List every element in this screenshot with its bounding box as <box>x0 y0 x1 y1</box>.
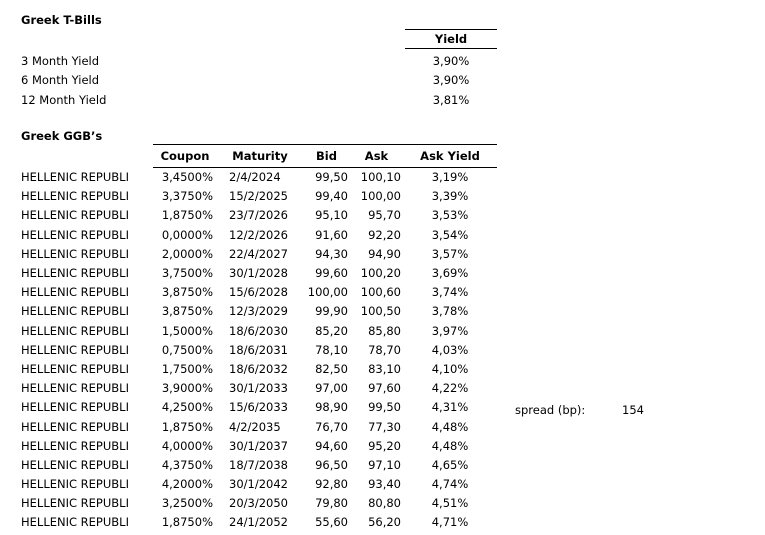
tbills-rows <box>21 52 497 110</box>
tbill-label: 3 Month Yield <box>21 54 100 68</box>
ask-yield-cell: 4,22% <box>431 381 469 396</box>
tbill-yield-value: 3,90% <box>432 73 470 88</box>
tbill-row <box>21 91 497 110</box>
bid-cell: 95,10 <box>315 208 348 223</box>
coupon-cell: 3,2500% <box>161 496 213 511</box>
ask-cell: 78,70 <box>368 342 401 357</box>
bid-cell: 94,30 <box>315 246 348 261</box>
bid-cell: 100,00 <box>307 285 348 300</box>
ask-yield-cell: 3,19% <box>431 170 469 185</box>
bid-cell: 99,50 <box>315 170 348 185</box>
coupon-cell: 3,3750% <box>161 189 213 204</box>
coupon-cell: 3,4500% <box>161 170 213 185</box>
maturity-cell: 15/6/2033 <box>229 400 288 415</box>
col-header-ask-yield: Ask Yield <box>403 145 497 168</box>
bond-name-cell: HELLENIC REPUBLI <box>21 381 129 396</box>
bond-name-cell: HELLENIC REPUBLI <box>21 342 129 357</box>
ask-yield-cell: 4,51% <box>431 496 469 511</box>
bid-cell: 82,50 <box>315 361 348 376</box>
ask-yield-cell: 3,97% <box>431 323 469 338</box>
maturity-cell: 12/2/2026 <box>229 227 288 242</box>
ggb-table-header-row <box>21 145 497 168</box>
coupon-cell: 1,8750% <box>161 419 213 434</box>
bond-name-cell: HELLENIC REPUBLI <box>21 361 129 376</box>
bid-cell: 91,60 <box>315 227 348 242</box>
ask-cell: 97,60 <box>368 381 401 396</box>
coupon-cell: 1,7500% <box>161 361 213 376</box>
coupon-cell: 4,2500% <box>161 400 213 415</box>
tbill-label: 12 Month Yield <box>21 92 107 107</box>
tbills-yield-column-header: Yield <box>405 29 497 49</box>
tbill-row <box>21 71 497 90</box>
ggb-table-row <box>21 475 497 494</box>
bid-cell: 99,40 <box>315 189 348 204</box>
ask-cell: 99,50 <box>368 400 401 415</box>
tbills-section-title: Greek T-Bills <box>21 13 102 27</box>
bond-name-cell: HELLENIC REPUBLI <box>21 400 129 415</box>
ask-cell: 83,10 <box>368 361 401 376</box>
tbill-row <box>21 52 497 71</box>
maturity-cell: 18/6/2030 <box>229 323 288 338</box>
bond-name-cell: HELLENIC REPUBLI <box>21 419 129 434</box>
bond-name-cell: HELLENIC REPUBLI <box>21 304 129 319</box>
maturity-cell: 15/6/2028 <box>229 285 288 300</box>
ask-cell: 85,80 <box>368 323 401 338</box>
ask-yield-cell: 3,69% <box>431 266 469 281</box>
ggb-table-row <box>21 436 497 455</box>
maturity-cell: 2/4/2024 <box>229 170 281 185</box>
ggb-table-row <box>21 513 497 532</box>
ggb-table-row <box>21 302 497 321</box>
maturity-cell: 15/2/2025 <box>229 189 288 204</box>
ask-yield-cell: 3,78% <box>431 304 469 319</box>
bid-cell: 76,70 <box>315 419 348 434</box>
coupon-cell: 2,0000% <box>161 246 213 261</box>
ask-yield-cell: 3,39% <box>431 189 469 204</box>
spread-annotation <box>515 401 685 420</box>
coupon-cell: 3,9000% <box>161 381 213 396</box>
ggb-table-row <box>21 455 497 474</box>
bid-cell: 55,60 <box>315 515 348 530</box>
bid-cell: 98,90 <box>315 400 348 415</box>
maturity-cell: 30/1/2028 <box>229 266 288 281</box>
ask-cell: 100,50 <box>360 304 401 319</box>
ask-yield-cell: 3,74% <box>431 285 469 300</box>
bond-name-cell: HELLENIC REPUBLI <box>21 208 129 223</box>
ggb-table-row <box>21 379 497 398</box>
ask-cell: 95,70 <box>368 208 401 223</box>
bond-name-cell: HELLENIC REPUBLI <box>21 189 129 204</box>
ask-yield-cell: 4,65% <box>431 457 469 472</box>
ask-cell: 92,20 <box>368 227 401 242</box>
bid-cell: 79,80 <box>315 496 348 511</box>
ask-cell: 94,90 <box>368 246 401 261</box>
ggb-table-row <box>21 359 497 378</box>
spread-label: spread (bp): <box>515 403 586 417</box>
ask-yield-cell: 4,48% <box>431 419 469 434</box>
bond-name-cell: HELLENIC REPUBLI <box>21 170 129 185</box>
maturity-cell: 22/4/2027 <box>229 246 288 261</box>
ask-yield-cell: 4,31% <box>431 400 469 415</box>
maturity-cell: 18/7/2038 <box>229 457 288 472</box>
ask-yield-cell: 4,10% <box>431 361 469 376</box>
ask-cell: 80,80 <box>368 496 401 511</box>
ggb-table-row <box>21 417 497 436</box>
bond-name-cell: HELLENIC REPUBLI <box>21 227 129 242</box>
ask-cell: 93,40 <box>368 477 401 492</box>
spread-value: 154 <box>622 403 644 417</box>
coupon-cell: 4,3750% <box>161 457 213 472</box>
ask-cell: 100,60 <box>360 285 401 300</box>
ggb-table-row <box>21 263 497 282</box>
maturity-cell: 20/3/2050 <box>229 496 288 511</box>
ask-yield-cell: 3,54% <box>431 227 469 242</box>
maturity-cell: 30/1/2037 <box>229 438 288 453</box>
ggb-table-row <box>21 168 497 187</box>
ggb-table-row <box>21 187 497 206</box>
tbill-yield-value: 3,81% <box>432 92 470 107</box>
ask-cell: 100,10 <box>360 170 401 185</box>
bond-name-cell: HELLENIC REPUBLI <box>21 246 129 261</box>
bid-cell: 99,90 <box>315 304 348 319</box>
ggb-table-row <box>21 225 497 244</box>
coupon-cell: 1,8750% <box>161 208 213 223</box>
bid-cell: 78,10 <box>315 342 348 357</box>
bond-name-cell: HELLENIC REPUBLI <box>21 285 129 300</box>
ggb-table-row <box>21 206 497 225</box>
col-header-maturity: Maturity <box>217 145 303 168</box>
maturity-cell: 18/6/2032 <box>229 361 288 376</box>
maturity-cell: 30/1/2033 <box>229 381 288 396</box>
bid-cell: 97,00 <box>315 381 348 396</box>
ask-yield-cell: 4,71% <box>431 515 469 530</box>
ask-yield-cell: 4,48% <box>431 438 469 453</box>
col-header-coupon: Coupon <box>153 145 217 168</box>
ask-cell: 95,20 <box>368 438 401 453</box>
tbill-label: 6 Month Yield <box>21 73 100 88</box>
maturity-cell: 23/7/2026 <box>229 208 288 223</box>
bond-name-cell: HELLENIC REPUBLI <box>21 496 129 511</box>
bond-name-cell: HELLENIC REPUBLI <box>21 515 129 530</box>
bond-name-cell: HELLENIC REPUBLI <box>21 457 129 472</box>
coupon-cell: 4,0000% <box>161 438 213 453</box>
coupon-cell: 0,7500% <box>161 342 213 357</box>
ggb-table-row <box>21 283 497 302</box>
ask-cell: 97,10 <box>368 457 401 472</box>
ggb-table-row <box>21 340 497 359</box>
bid-cell: 92,80 <box>315 477 348 492</box>
coupon-cell: 1,8750% <box>161 515 213 530</box>
bond-name-cell: HELLENIC REPUBLI <box>21 477 129 492</box>
col-header-name-empty <box>21 145 153 168</box>
coupon-cell: 3,7500% <box>161 266 213 281</box>
maturity-cell: 24/1/2052 <box>229 515 288 530</box>
ask-yield-cell: 4,74% <box>431 477 469 492</box>
bond-name-cell: HELLENIC REPUBLI <box>21 438 129 453</box>
maturity-cell: 30/1/2042 <box>229 477 288 492</box>
bid-cell: 94,60 <box>315 438 348 453</box>
tbill-yield-value: 3,90% <box>432 54 470 68</box>
maturity-cell: 18/6/2031 <box>229 342 288 357</box>
ask-cell: 100,20 <box>360 266 401 281</box>
bond-name-cell: HELLENIC REPUBLI <box>21 323 129 338</box>
coupon-cell: 4,2000% <box>161 477 213 492</box>
bid-cell: 85,20 <box>315 323 348 338</box>
maturity-cell: 12/3/2029 <box>229 304 288 319</box>
maturity-cell: 4/2/2035 <box>229 419 281 434</box>
ask-yield-cell: 4,03% <box>431 342 469 357</box>
coupon-cell: 1,5000% <box>161 323 213 338</box>
coupon-cell: 0,0000% <box>161 227 213 242</box>
col-header-ask: Ask <box>350 145 403 168</box>
bid-cell: 96,50 <box>315 457 348 472</box>
ask-cell: 56,20 <box>368 515 401 530</box>
ggb-table-row <box>21 244 497 263</box>
ask-yield-cell: 3,53% <box>431 208 469 223</box>
coupon-cell: 3,8750% <box>161 285 213 300</box>
ask-yield-cell: 3,57% <box>431 246 469 261</box>
col-header-bid: Bid <box>303 145 350 168</box>
ggb-table-row <box>21 321 497 340</box>
ggbs-section-title: Greek GGB’s <box>21 129 103 143</box>
ask-cell: 100,00 <box>360 189 401 204</box>
bond-name-cell: HELLENIC REPUBLI <box>21 266 129 281</box>
ggb-table <box>21 144 497 532</box>
ggb-table-body <box>21 168 497 533</box>
bid-cell: 99,60 <box>315 266 348 281</box>
coupon-cell: 3,8750% <box>161 304 213 319</box>
ask-cell: 77,30 <box>368 419 401 434</box>
ggb-table-row <box>21 398 497 417</box>
ggb-table-row <box>21 494 497 513</box>
